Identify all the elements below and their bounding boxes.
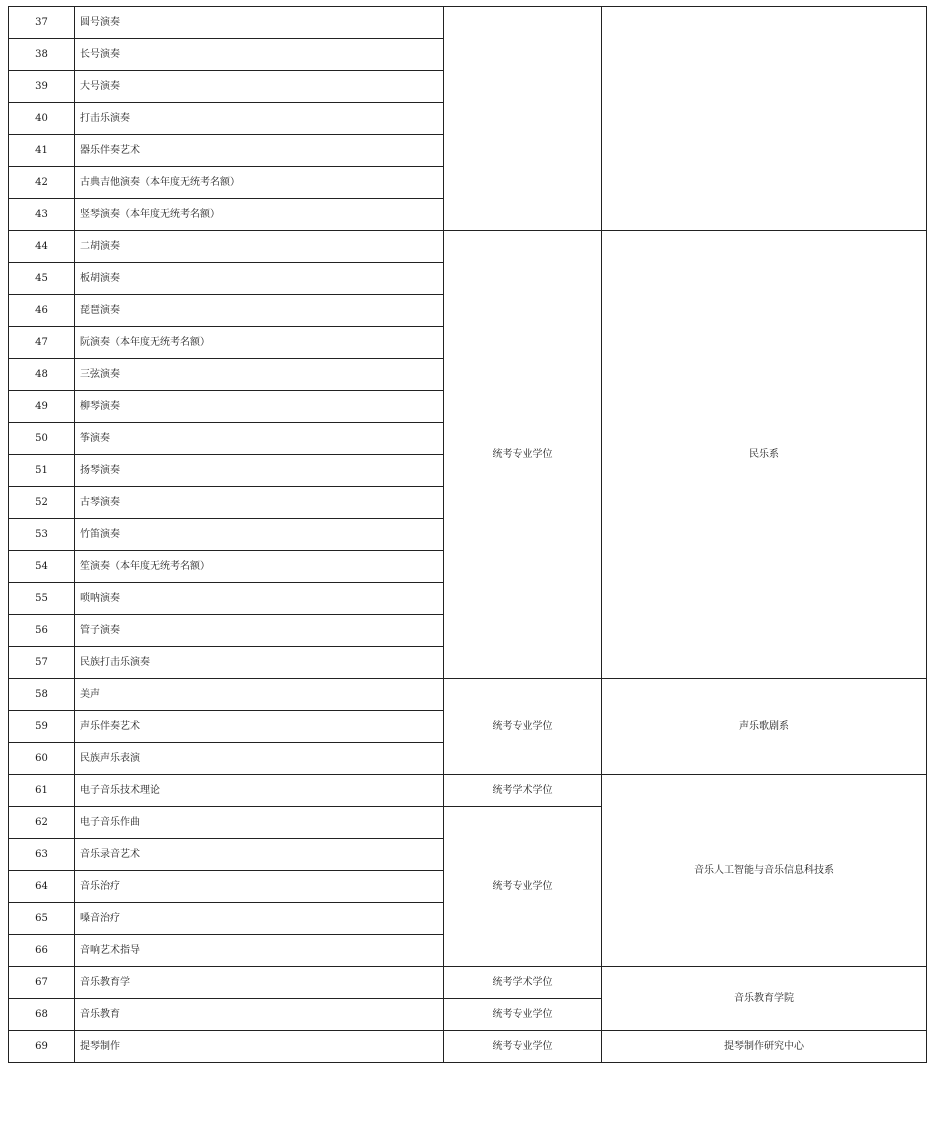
row-number: 53 [9, 519, 75, 551]
major-name: 唢呐演奏 [75, 583, 444, 615]
major-name: 竖琴演奏（本年度无统考名额） [75, 199, 444, 231]
table-row [9, 775, 927, 807]
row-number: 56 [9, 615, 75, 647]
major-name: 音响艺术指导 [75, 935, 444, 967]
row-number: 65 [9, 903, 75, 935]
major-name: 古琴演奏 [75, 487, 444, 519]
major-name: 声乐伴奏艺术 [75, 711, 444, 743]
degree-type-cell: 统考专业学位 [444, 231, 602, 679]
major-name: 竹笛演奏 [75, 519, 444, 551]
degree-type-cell: 统考专业学位 [444, 807, 602, 967]
row-number: 45 [9, 263, 75, 295]
table-row [9, 967, 927, 999]
row-number: 58 [9, 679, 75, 711]
table-row [9, 1031, 927, 1063]
department-cell [602, 7, 927, 231]
major-name: 提琴制作 [75, 1031, 444, 1063]
row-number: 47 [9, 327, 75, 359]
row-number: 38 [9, 39, 75, 71]
degree-type-cell: 统考学术学位 [444, 967, 602, 999]
major-name: 筝演奏 [75, 423, 444, 455]
row-number: 41 [9, 135, 75, 167]
row-number: 66 [9, 935, 75, 967]
major-name: 古典吉他演奏（本年度无统考名额） [75, 167, 444, 199]
row-number: 50 [9, 423, 75, 455]
major-name: 圆号演奏 [75, 7, 444, 39]
major-name: 音乐治疗 [75, 871, 444, 903]
major-name: 电子音乐技术理论 [75, 775, 444, 807]
major-name: 管子演奏 [75, 615, 444, 647]
row-number: 40 [9, 103, 75, 135]
department-cell: 提琴制作研究中心 [602, 1031, 927, 1063]
major-name: 长号演奏 [75, 39, 444, 71]
row-number: 51 [9, 455, 75, 487]
row-number: 69 [9, 1031, 75, 1063]
row-number: 61 [9, 775, 75, 807]
row-number: 46 [9, 295, 75, 327]
row-number: 54 [9, 551, 75, 583]
major-name: 板胡演奏 [75, 263, 444, 295]
row-number: 52 [9, 487, 75, 519]
major-name: 柳琴演奏 [75, 391, 444, 423]
row-number: 60 [9, 743, 75, 775]
major-name: 二胡演奏 [75, 231, 444, 263]
major-name: 嗓音治疗 [75, 903, 444, 935]
row-number: 64 [9, 871, 75, 903]
major-name: 三弦演奏 [75, 359, 444, 391]
major-name: 音乐教育学 [75, 967, 444, 999]
degree-type-cell: 统考专业学位 [444, 1031, 602, 1063]
major-name: 琵琶演奏 [75, 295, 444, 327]
degree-type-cell: 统考专业学位 [444, 999, 602, 1031]
major-name: 民族打击乐演奏 [75, 647, 444, 679]
row-number: 49 [9, 391, 75, 423]
row-number: 48 [9, 359, 75, 391]
degree-type-cell: 统考专业学位 [444, 679, 602, 775]
degree-type-cell [444, 7, 602, 231]
table-row [9, 679, 927, 711]
major-name: 音乐教育 [75, 999, 444, 1031]
row-number: 63 [9, 839, 75, 871]
table-row [9, 7, 927, 39]
row-number: 57 [9, 647, 75, 679]
department-cell: 声乐歌剧系 [602, 679, 927, 775]
major-name: 电子音乐作曲 [75, 807, 444, 839]
major-name: 音乐录音艺术 [75, 839, 444, 871]
major-name: 笙演奏（本年度无统考名额） [75, 551, 444, 583]
row-number: 43 [9, 199, 75, 231]
row-number: 39 [9, 71, 75, 103]
row-number: 62 [9, 807, 75, 839]
table-row [9, 231, 927, 263]
row-number: 44 [9, 231, 75, 263]
row-number: 68 [9, 999, 75, 1031]
major-name: 美声 [75, 679, 444, 711]
major-name: 民族声乐表演 [75, 743, 444, 775]
row-number: 42 [9, 167, 75, 199]
row-number: 59 [9, 711, 75, 743]
row-number: 67 [9, 967, 75, 999]
major-name: 大号演奏 [75, 71, 444, 103]
row-number: 55 [9, 583, 75, 615]
row-number: 37 [9, 7, 75, 39]
department-cell: 民乐系 [602, 231, 927, 679]
major-name: 打击乐演奏 [75, 103, 444, 135]
department-cell: 音乐教育学院 [602, 967, 927, 1031]
degree-type-cell: 统考学术学位 [444, 775, 602, 807]
department-cell: 音乐人工智能与音乐信息科技系 [602, 775, 927, 967]
major-name: 扬琴演奏 [75, 455, 444, 487]
majors-table [8, 6, 927, 1063]
major-name: 阮演奏（本年度无统考名额） [75, 327, 444, 359]
major-name: 器乐伴奏艺术 [75, 135, 444, 167]
